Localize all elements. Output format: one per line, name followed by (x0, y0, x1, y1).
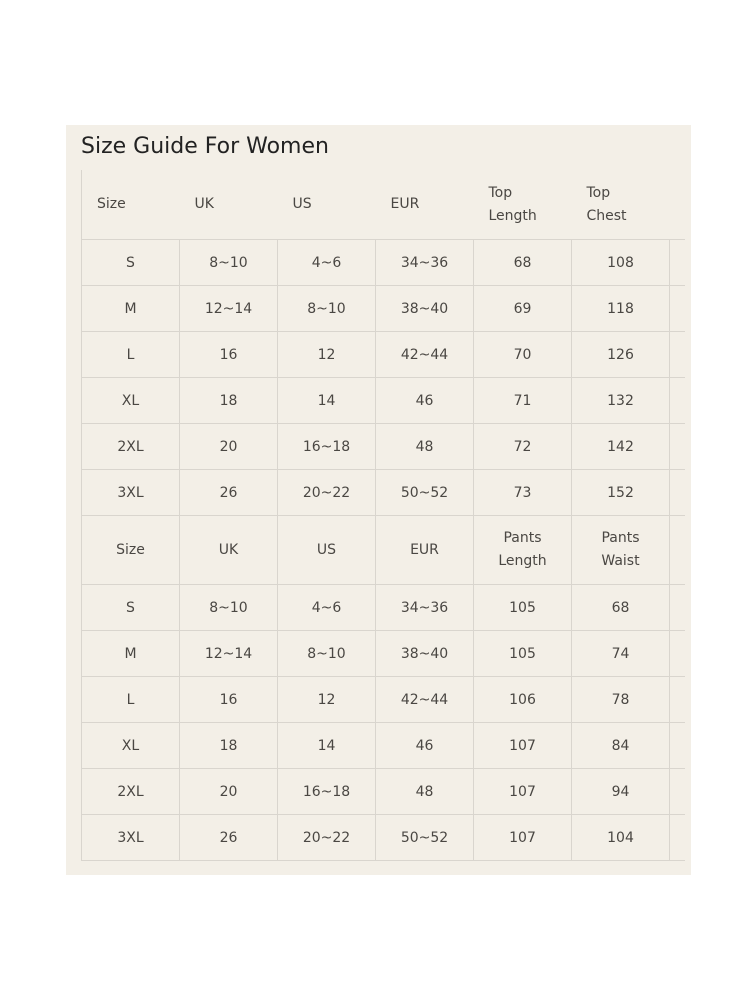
table-cell: 104 (572, 815, 670, 861)
table-cell: 107 (474, 815, 572, 861)
table-cell: 34~36 (376, 240, 474, 286)
table-cell-overflow (670, 240, 686, 286)
table-cell: 2XL (82, 769, 180, 815)
size-table (81, 170, 685, 861)
table-cell-overflow (670, 677, 686, 723)
table-cell: 12~14 (180, 286, 278, 332)
table-cell-overflow (670, 286, 686, 332)
table-cell-overflow (670, 332, 686, 378)
table-cell: 26 (180, 815, 278, 861)
table-cell: 94 (572, 769, 670, 815)
table-cell: 20 (180, 424, 278, 470)
table-cell-overflow (670, 378, 686, 424)
table-cell: 132 (572, 378, 670, 424)
table-row (82, 240, 686, 286)
table-row (82, 815, 686, 861)
table-cell: 38~40 (376, 286, 474, 332)
table-cell: 42~44 (376, 332, 474, 378)
table-cell: 8~10 (278, 286, 376, 332)
table-cell: 72 (474, 424, 572, 470)
table-cell: 48 (376, 769, 474, 815)
table-cell: 16~18 (278, 424, 376, 470)
table-cell: 50~52 (376, 470, 474, 516)
table-cell: 48 (376, 424, 474, 470)
table-cell: 12~14 (180, 631, 278, 677)
table-cell-overflow (670, 769, 686, 815)
pants-header-row (82, 516, 686, 585)
table-cell: 107 (474, 723, 572, 769)
table-cell: 26 (180, 470, 278, 516)
table-cell: 84 (572, 723, 670, 769)
table-cell-overflow (670, 815, 686, 861)
table-cell: 142 (572, 424, 670, 470)
table-cell: 46 (376, 378, 474, 424)
header-cell: UK (180, 516, 278, 585)
header-cell: Pants Waist (572, 516, 670, 585)
table-cell: 12 (278, 677, 376, 723)
table-cell: 38~40 (376, 631, 474, 677)
table-cell: 3XL (82, 470, 180, 516)
table-cell: 18 (180, 723, 278, 769)
table-cell: 105 (474, 631, 572, 677)
table-cell: 71 (474, 378, 572, 424)
table-row (82, 769, 686, 815)
table-cell-overflow (670, 585, 686, 631)
table-cell: 42~44 (376, 677, 474, 723)
table-cell: 73 (474, 470, 572, 516)
table-cell: M (82, 286, 180, 332)
table-row (82, 286, 686, 332)
table-cell-overflow (670, 631, 686, 677)
header-cell-overflow (670, 170, 686, 240)
table-cell: 8~10 (180, 585, 278, 631)
table-cell: 20 (180, 769, 278, 815)
page-title: Size Guide For Women (81, 134, 329, 159)
table-row (82, 631, 686, 677)
table-cell: 106 (474, 677, 572, 723)
table-row (82, 424, 686, 470)
header-cell: US (278, 170, 376, 240)
table-row (82, 470, 686, 516)
table-row (82, 378, 686, 424)
table-cell: 14 (278, 378, 376, 424)
table-cell: 2XL (82, 424, 180, 470)
table-row (82, 677, 686, 723)
table-cell: L (82, 677, 180, 723)
table-cell: 126 (572, 332, 670, 378)
table-cell: 16 (180, 332, 278, 378)
table-cell: XL (82, 723, 180, 769)
header-cell: EUR (376, 170, 474, 240)
table-cell: L (82, 332, 180, 378)
header-cell: Pants Length (474, 516, 572, 585)
header-cell: Size (82, 516, 180, 585)
header-cell: Top Chest (572, 170, 670, 240)
table-cell: S (82, 240, 180, 286)
table-cell: 4~6 (278, 585, 376, 631)
table-cell: 12 (278, 332, 376, 378)
table-cell: 70 (474, 332, 572, 378)
size-table-container[interactable] (81, 170, 685, 868)
table-cell: 4~6 (278, 240, 376, 286)
table-cell: 18 (180, 378, 278, 424)
table-cell: 105 (474, 585, 572, 631)
tops-header-row (82, 170, 686, 240)
table-cell: 68 (474, 240, 572, 286)
table-cell: 16 (180, 677, 278, 723)
table-cell: 68 (572, 585, 670, 631)
header-cell: UK (180, 170, 278, 240)
header-cell: Size (82, 170, 180, 240)
table-cell: 78 (572, 677, 670, 723)
table-cell-overflow (670, 470, 686, 516)
table-cell: M (82, 631, 180, 677)
header-cell: US (278, 516, 376, 585)
table-cell: S (82, 585, 180, 631)
table-cell: 74 (572, 631, 670, 677)
table-cell: 20~22 (278, 815, 376, 861)
table-cell: 118 (572, 286, 670, 332)
table-cell: 152 (572, 470, 670, 516)
table-cell: 50~52 (376, 815, 474, 861)
table-cell: 34~36 (376, 585, 474, 631)
table-cell: XL (82, 378, 180, 424)
table-cell: 46 (376, 723, 474, 769)
table-cell: 14 (278, 723, 376, 769)
header-cell: EUR (376, 516, 474, 585)
table-cell: 8~10 (278, 631, 376, 677)
table-row (82, 332, 686, 378)
table-row (82, 723, 686, 769)
header-cell: Top Length (474, 170, 572, 240)
table-cell: 8~10 (180, 240, 278, 286)
table-cell: 69 (474, 286, 572, 332)
header-cell-overflow (670, 516, 686, 585)
table-cell-overflow (670, 424, 686, 470)
table-row (82, 585, 686, 631)
table-cell-overflow (670, 723, 686, 769)
table-cell: 20~22 (278, 470, 376, 516)
table-cell: 3XL (82, 815, 180, 861)
table-cell: 16~18 (278, 769, 376, 815)
table-cell: 108 (572, 240, 670, 286)
table-cell: 107 (474, 769, 572, 815)
